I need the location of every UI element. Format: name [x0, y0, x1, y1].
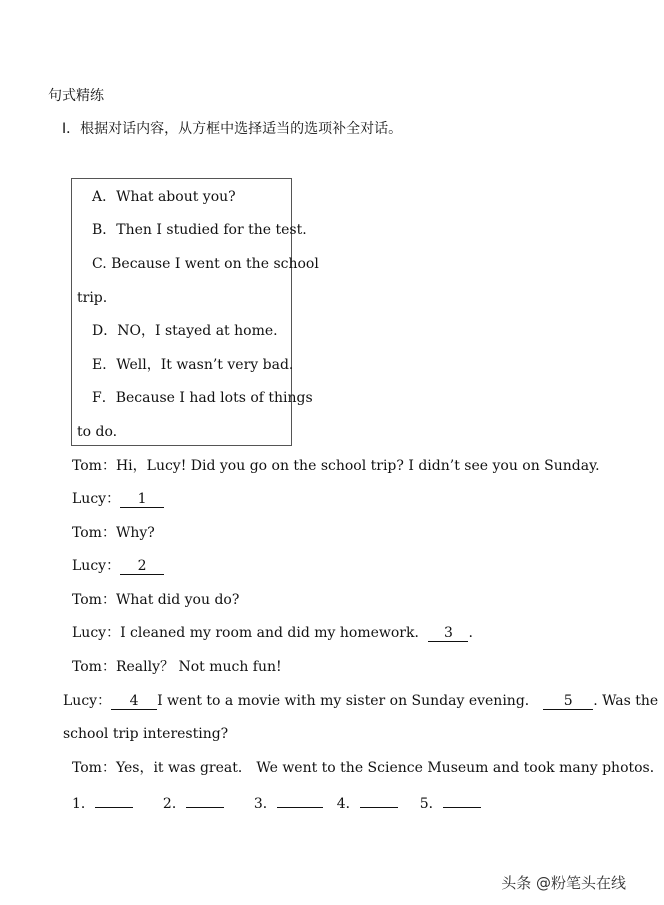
dialogue-line-7: Tom：Really？ Not much fun! [72, 659, 282, 675]
blank-1[interactable]: 1 [120, 491, 164, 508]
answer-label-1: 1． [72, 796, 95, 812]
option-b: B．Then I studied for the test. [92, 222, 307, 238]
option-f-continued: to do. [77, 424, 118, 440]
answer-line-5[interactable] [443, 793, 481, 808]
option-d: D．NO，I stayed at home. [92, 323, 278, 339]
option-c-continued: trip. [77, 290, 108, 306]
dialogue-line-9: school trip interesting? [63, 726, 229, 742]
answer-line-4[interactable] [360, 793, 398, 808]
answer-line-3[interactable] [277, 793, 323, 808]
option-f: F．Because I had lots of things [92, 390, 313, 406]
dialogue-line-8: Lucy： 4 I went to a movie with my sister on Sunday evening． 5 . Was the [63, 693, 659, 709]
option-c: C. Because I went on the school [92, 256, 319, 272]
dialogue-line-6: Lucy：I cleaned my room and did my homework． 3 . [72, 625, 473, 641]
instruction-text: Ⅰ．根据对话内容，从方框中选择适当的选项补全对话。 [62, 121, 403, 137]
answer-row [72, 793, 481, 813]
dialogue-line-4: Lucy： 2 [72, 557, 164, 575]
blank-3[interactable]: 3 [428, 625, 468, 642]
dialogue-line-10: Tom：Yes，it was great． We went to the Science Museum and took many photos． [72, 760, 664, 776]
answer-label-2: 2． [162, 796, 186, 812]
blank-2[interactable]: 2 [120, 558, 164, 575]
answer-label-3: 3． [253, 796, 277, 812]
dialogue-line-2: Lucy： 1 [72, 490, 164, 508]
answer-line-1[interactable] [95, 793, 133, 808]
dialogue-line-1: Tom：Hi，Lucy! Did you go on the school trip? I didn’t see you on Sunday. [72, 458, 600, 474]
answer-label-5: 5． [419, 796, 443, 812]
answer-label-4: 4． [336, 796, 360, 812]
option-a: A．What about you? [92, 189, 236, 205]
option-e: E．Well，It wasn’t very bad. [92, 357, 294, 373]
dialogue-line-5: Tom：What did you do? [72, 592, 240, 608]
blank-5[interactable]: 5 [543, 693, 593, 710]
watermark: 头条 @粉笔头在线 [501, 874, 626, 892]
answer-line-2[interactable] [186, 793, 224, 808]
dialogue-line-3: Tom：Why? [72, 525, 155, 541]
blank-4[interactable]: 4 [111, 693, 157, 710]
section-title: 句式精练 [48, 88, 104, 104]
